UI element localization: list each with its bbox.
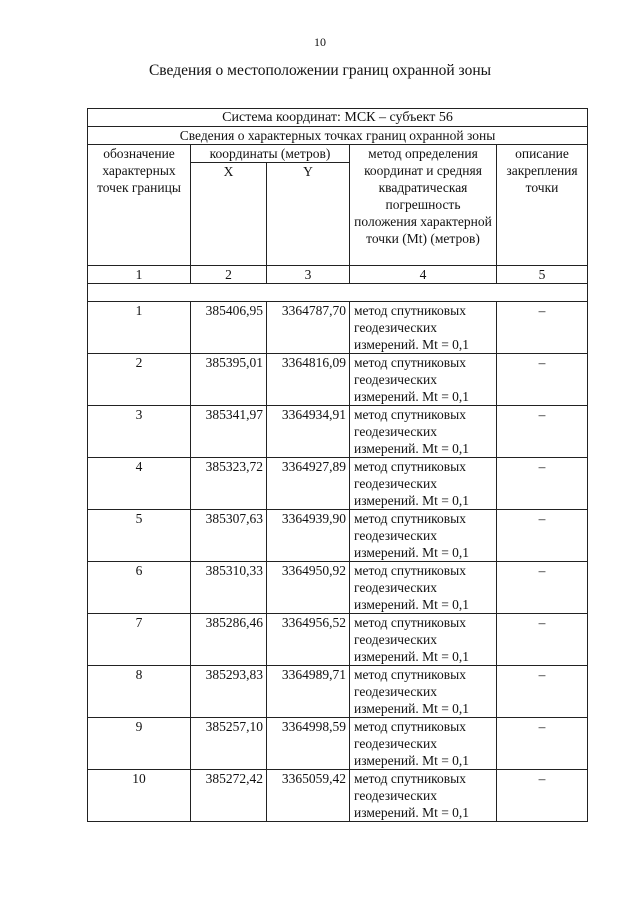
- column-number: 4: [350, 266, 497, 284]
- point-number: 3: [88, 406, 191, 458]
- coord-y: 3364787,70: [267, 302, 350, 354]
- point-number: 1: [88, 302, 191, 354]
- coord-x: 385293,83: [191, 666, 267, 718]
- coord-y: 3365059,42: [267, 770, 350, 822]
- header-description: описание закрепления точки: [497, 145, 588, 266]
- coord-x: 385307,63: [191, 510, 267, 562]
- table-row: [88, 302, 588, 354]
- point-number: 10: [88, 770, 191, 822]
- method-cell: метод спутниковых геодезических измерений. Mt = 0,1: [350, 354, 497, 406]
- coordinates-table: [87, 108, 588, 822]
- table-row: [88, 666, 588, 718]
- coord-x: 385406,95: [191, 302, 267, 354]
- description-cell: –: [497, 354, 588, 406]
- coordinate-system-label: Система координат: МСК – субъект 56: [88, 109, 588, 127]
- description-cell: –: [497, 562, 588, 614]
- description-cell: –: [497, 770, 588, 822]
- description-cell: –: [497, 406, 588, 458]
- description-cell: –: [497, 458, 588, 510]
- description-cell: –: [497, 614, 588, 666]
- method-cell: метод спутниковых геодезических измерений. Mt = 0,1: [350, 614, 497, 666]
- header-method: метод определения координат и средняя квадратическая погрешность положения характерной точки (Mt) (метров): [350, 145, 497, 266]
- coord-x: 385341,97: [191, 406, 267, 458]
- table-row: [88, 406, 588, 458]
- point-number: 7: [88, 614, 191, 666]
- coord-x: 385257,10: [191, 718, 267, 770]
- point-number: 8: [88, 666, 191, 718]
- method-cell: метод спутниковых геодезических измерений. Mt = 0,1: [350, 562, 497, 614]
- coord-y: 3364956,52: [267, 614, 350, 666]
- point-number: 5: [88, 510, 191, 562]
- table-row: [88, 354, 588, 406]
- column-number-row: [88, 266, 588, 284]
- table-row: [88, 614, 588, 666]
- method-cell: метод спутниковых геодезических измерений. Mt = 0,1: [350, 406, 497, 458]
- column-number: 3: [267, 266, 350, 284]
- column-number: 1: [88, 266, 191, 284]
- coord-y: 3364989,71: [267, 666, 350, 718]
- coord-x: 385310,33: [191, 562, 267, 614]
- header-y: Y: [267, 163, 350, 266]
- column-number: 5: [497, 266, 588, 284]
- description-cell: –: [497, 666, 588, 718]
- coord-y: 3364816,09: [267, 354, 350, 406]
- coord-x: 385395,01: [191, 354, 267, 406]
- coord-y: 3364927,89: [267, 458, 350, 510]
- table-row: [88, 458, 588, 510]
- table-system-row: [88, 109, 588, 127]
- method-cell: метод спутниковых геодезических измерений. Mt = 0,1: [350, 302, 497, 354]
- point-number: 6: [88, 562, 191, 614]
- method-cell: метод спутниковых геодезических измерений. Mt = 0,1: [350, 458, 497, 510]
- header-coordinates: координаты (метров): [191, 145, 350, 163]
- table-row: [88, 770, 588, 822]
- column-number: 2: [191, 266, 267, 284]
- table-header-row: [88, 145, 588, 163]
- coord-x: 385323,72: [191, 458, 267, 510]
- table-row: [88, 718, 588, 770]
- description-cell: –: [497, 302, 588, 354]
- table-subtitle: Сведения о характерных точках границ охранной зоны: [88, 127, 588, 145]
- table-subtitle-row: [88, 127, 588, 145]
- method-cell: метод спутниковых геодезических измерений. Mt = 0,1: [350, 770, 497, 822]
- header-designation: обозначение характерных точек границы: [88, 145, 191, 266]
- point-number: 4: [88, 458, 191, 510]
- method-cell: метод спутниковых геодезических измерений. Mt = 0,1: [350, 510, 497, 562]
- coord-y: 3364939,90: [267, 510, 350, 562]
- table-row: [88, 510, 588, 562]
- description-cell: –: [497, 718, 588, 770]
- coord-x: 385286,46: [191, 614, 267, 666]
- description-cell: –: [497, 510, 588, 562]
- point-number: 2: [88, 354, 191, 406]
- header-x: X: [191, 163, 267, 266]
- coord-y: 3364998,59: [267, 718, 350, 770]
- method-cell: метод спутниковых геодезических измерений. Mt = 0,1: [350, 666, 497, 718]
- empty-row: [88, 284, 588, 302]
- page-number: 10: [314, 35, 326, 49]
- empty-cell: [88, 284, 588, 302]
- coord-x: 385272,42: [191, 770, 267, 822]
- coord-y: 3364934,91: [267, 406, 350, 458]
- table-row: [88, 562, 588, 614]
- coord-y: 3364950,92: [267, 562, 350, 614]
- document-title: Сведения о местоположении границ охранной зоны: [148, 62, 492, 79]
- point-number: 9: [88, 718, 191, 770]
- method-cell: метод спутниковых геодезических измерений. Mt = 0,1: [350, 718, 497, 770]
